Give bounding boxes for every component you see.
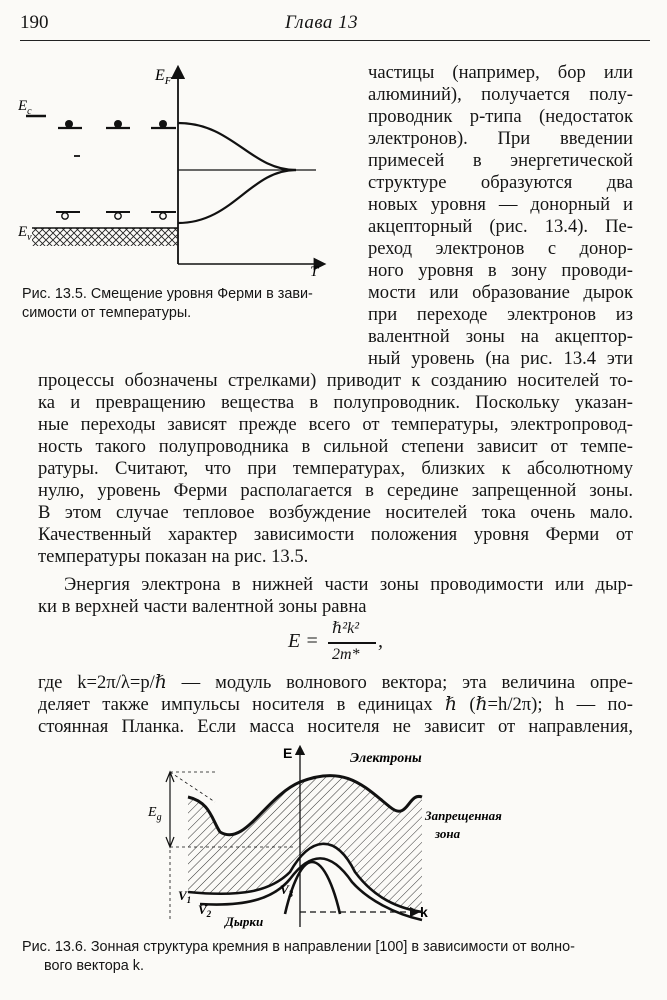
gap-label: зона <box>435 826 461 841</box>
fermi-lower-curve <box>178 170 296 223</box>
electrons-label: Электроны <box>350 751 422 766</box>
header-rule <box>20 40 650 41</box>
text-line: ка и превращению вещества в полупроводник. Поскольку указан- <box>38 392 633 413</box>
text-line: ность такого полупроводника в сильной степени зависит от темпе- <box>38 436 633 457</box>
electron-dot <box>65 120 73 128</box>
caption-line: симости от температуры. <box>22 305 192 321</box>
text-line: алюминий), получается полу- <box>368 84 633 105</box>
text-line: процессы обозначены стрелками) приводит к созданию носителей то- <box>38 370 633 391</box>
page-number: 190 <box>20 12 49 33</box>
text-line: ратуры. Считают, что при температурах, близких к абсолютному <box>38 458 633 479</box>
axis-k-label: k <box>420 904 428 920</box>
text-line: Качественный характер зависимости положения уровня Ферми от <box>38 524 633 545</box>
text-line: валентной зоны на акцептор- <box>368 326 633 347</box>
chapter-title: Глава 13 <box>285 12 359 33</box>
v1-label: $V_1$ <box>178 888 192 905</box>
text-line: стоянная Планка. Если масса носителя не зависит от направления, <box>38 716 633 737</box>
hole-circle <box>62 213 68 219</box>
figure-13-5-caption <box>22 285 313 323</box>
text-line: проводник p-типа (недостаток <box>368 106 633 127</box>
text-line: ный уровень (на рис. 13.4 эти <box>368 348 633 369</box>
electron-dot <box>114 120 122 128</box>
text-line: температуры показан на рис. 13.5. <box>38 546 309 567</box>
v2-label: $V_2$ <box>198 902 212 919</box>
caption-line: Рис. 13.5. Смещение уровня Ферми в зави- <box>22 286 313 302</box>
text-line: ные переходы зависят прежде всего от температуры, электропровод- <box>38 414 633 435</box>
axis-e-label: E <box>283 745 293 761</box>
formula-numerator: ℏ²k² <box>332 620 359 637</box>
text-line: примесей в энергетической <box>368 150 633 171</box>
eg-label: $E_g$ <box>148 805 162 823</box>
text-line: акцепторный (рис. 13.4). Пе- <box>368 216 633 237</box>
text-line: реход электронов с донор- <box>368 238 633 259</box>
text-line: ного уровня в зону проводи- <box>368 260 633 281</box>
ec-label: $E_c$ <box>18 98 32 117</box>
holes-label: Дырки <box>225 914 264 929</box>
hole-circle <box>160 213 166 219</box>
text-line: при переходе электронов из <box>368 304 633 325</box>
formula-lhs: E = <box>288 630 319 652</box>
formula-comma: , <box>378 630 383 652</box>
text-line: деляет также импульсы носителя в единицах ℏ (ℏ=h/2π); h — по- <box>38 694 633 715</box>
energy-formula <box>280 618 400 666</box>
fraction-bar <box>328 642 376 644</box>
ev-label: $E_v$ <box>18 224 32 243</box>
text-line: частицы (например, бор или <box>368 62 633 83</box>
text-line: нулю, уровень Ферми располагается в середине запрещенной зоны. <box>38 480 633 501</box>
text-line: новых уровня — донорный и <box>368 194 633 215</box>
caption-line: вого вектора k. <box>44 958 144 974</box>
axis-ef-label: $E_F$ <box>155 67 172 87</box>
figure-13-6-band-structure <box>140 742 560 932</box>
text-line: где k=2π/λ=p/ℏ — модуль волнового вектора; эта величина опре- <box>38 672 633 693</box>
text-line: Энергия электрона в нижней части зоны проводимости или дыр- <box>64 574 633 595</box>
text-line: В этом случае тепловое возбуждение носителей тока очень мало. <box>38 502 633 523</box>
text-line: мости или образование дырок <box>368 282 633 303</box>
formula-denominator: 2m* <box>332 646 360 663</box>
valence-band-hatch <box>32 228 178 246</box>
text-line: электронов). При введении <box>368 128 633 149</box>
fermi-upper-curve <box>178 123 296 170</box>
gap-label: Запрещенная <box>425 808 502 823</box>
figure-13-5-fermi-level-diagram <box>18 58 358 280</box>
hole-circle <box>115 213 121 219</box>
valence-band-v3 <box>285 862 340 914</box>
text-line: ки в верхней части валентной зоны равна <box>38 596 367 617</box>
text-line: структуре образуются два <box>368 172 633 193</box>
v3-label: $V_3$ <box>280 882 294 899</box>
axis-t-label: T <box>310 264 319 280</box>
electron-dot <box>159 120 167 128</box>
band-gap-hatch <box>180 762 430 922</box>
caption-line: Рис. 13.6. Зонная структура кремния в направлении [100] в зависимости от волно- <box>22 939 575 955</box>
figure-13-6-caption <box>22 938 642 976</box>
